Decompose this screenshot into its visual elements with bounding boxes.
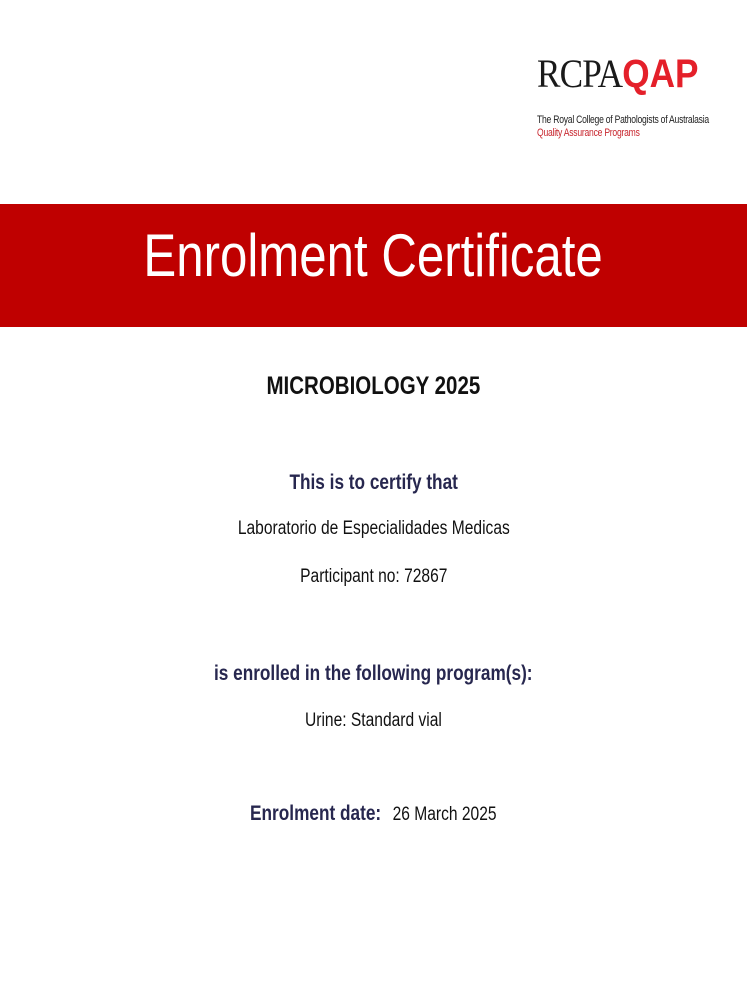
enrolled-text: is enrolled in the following program(s): [214, 662, 533, 685]
logo-qap: QAP [622, 52, 699, 96]
laboratory-name-text: Laboratorio de Especialidades Medicas [237, 518, 510, 539]
participant-number [0, 566, 747, 588]
program-name: Urine: Standard vial [305, 710, 442, 731]
logo-subtitle: Quality Assurance Programs [537, 127, 640, 139]
certify-statement [0, 471, 747, 495]
enrolled-statement [0, 662, 747, 686]
certify-text: This is to certify that [289, 471, 458, 494]
logo-organization: The Royal College of Pathologists of Australasia [537, 114, 709, 126]
certificate-title [0, 221, 747, 291]
program-list-item [0, 710, 747, 732]
logo-wordmark [537, 51, 713, 96]
laboratory-name [0, 518, 747, 540]
enrolment-date-value: 26 March 2025 [392, 804, 497, 825]
program-year-text: MICROBIOLOGY 2025 [266, 372, 481, 400]
title-banner [0, 204, 747, 327]
participant-number-text: Participant no: 72867 [299, 566, 448, 587]
enrolment-date [250, 802, 496, 826]
program-year-heading [0, 372, 747, 401]
rcpaqap-logo [537, 51, 737, 139]
logo-rcpa: RCPA [537, 51, 623, 96]
enrolment-date-row [0, 802, 747, 826]
certificate-title-text: Enrolment Certificate [143, 222, 604, 289]
enrolment-date-label: Enrolment date: [250, 802, 382, 825]
